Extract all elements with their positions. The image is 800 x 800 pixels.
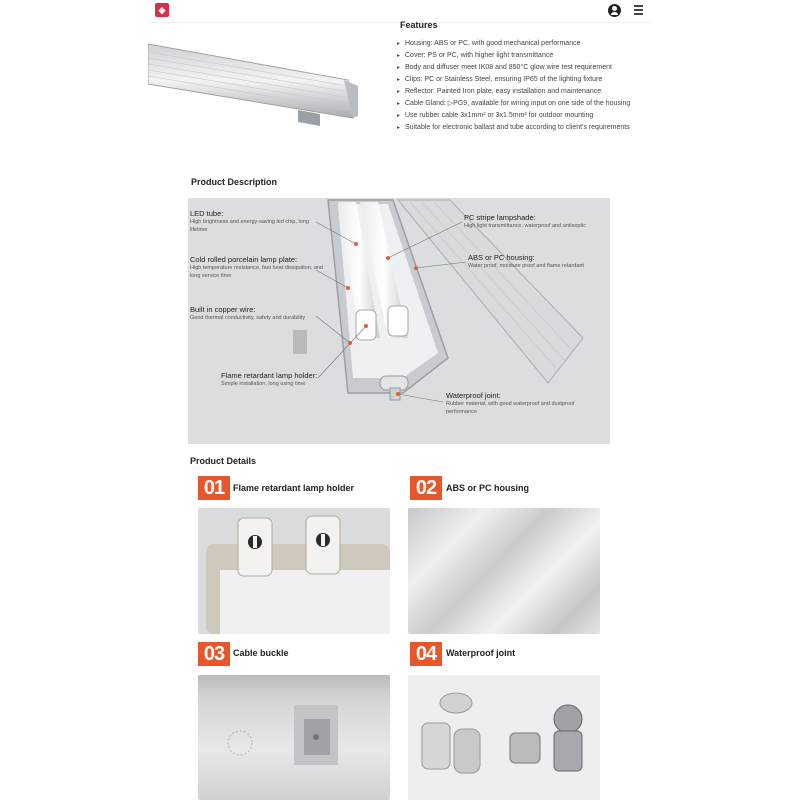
waterproof-joint-photo	[408, 675, 600, 800]
callout-lamp-plate: Cold rolled porcelain lamp plate: High temperature resistance, fast heat dissipation, and long service time	[190, 255, 323, 279]
detail-title: ABS or PC housing	[446, 483, 529, 493]
brand-logo-icon[interactable]: ◈	[155, 3, 169, 17]
detail-title: Waterproof joint	[446, 648, 516, 658]
detail-title: Flame retardant lamp holder	[233, 483, 355, 493]
callout-lampshade: PC stripe lampshade: High light transmittance, waterproof and antiseptic	[464, 213, 586, 229]
product-description-diagram	[188, 198, 610, 444]
housing-photo	[408, 508, 600, 634]
feature-item: ▸ Cable Gland: ▷PG9, available for wiring input on one side of the housing	[397, 98, 647, 110]
detail-number: 04	[410, 642, 442, 666]
feature-item: ▸ Body and diffuser meet IK08 and 850°C glow wire test requirement	[397, 62, 647, 74]
feature-item: ▸ Cover: PS or PC, with higher light transmittance	[397, 50, 647, 62]
feature-item: ▸ Reflector: Painted Iron plate, easy installation and maintenance	[397, 86, 647, 98]
detail-number: 02	[410, 476, 442, 500]
lamp-holder-photo	[198, 508, 390, 634]
callout-waterproof-joint: Waterproof joint: Rubber material, with good waterproof and dustproof performance	[446, 391, 575, 415]
callout-led-tube: LED tube: High brightness and energy-saving led chip, long lifetime	[190, 209, 309, 233]
callout-housing: ABS or PC housing: Water proof, moisture proof and flame retardant	[468, 253, 584, 269]
cable-buckle-photo	[198, 675, 390, 800]
callout-copper-wire: Built in copper wire: Good thermal conductivity, safety and durability	[190, 305, 306, 321]
features-title: Features	[400, 20, 438, 30]
feature-item: ▸ Suitable for electronic ballast and tube according to client's requirements	[397, 122, 647, 134]
product-details-title: Product Details	[190, 456, 257, 466]
feature-item: ▸ Use rubber cable 3x1mm² or 3x1.5mm² for outdoor mounting	[397, 110, 647, 122]
menu-icon[interactable]	[634, 5, 643, 14]
detail-number: 03	[198, 642, 230, 666]
detail-title: Cable buckle	[233, 648, 289, 658]
detail-number: 01	[198, 476, 230, 500]
feature-item: ▸ Clips: PC or Stainless Steel, ensuring IP65 of the lighting fixture	[397, 74, 647, 86]
product-description-title: Product Description	[191, 177, 278, 187]
feature-item: ▸ Housing: ABS or PC, with good mechanical performance	[397, 38, 647, 50]
features-list	[397, 38, 647, 134]
account-icon[interactable]	[608, 4, 621, 17]
product-image-top	[148, 40, 358, 132]
callout-lamp-holder: Flame retardant lamp holder: Simple installation, long using time	[221, 371, 318, 387]
